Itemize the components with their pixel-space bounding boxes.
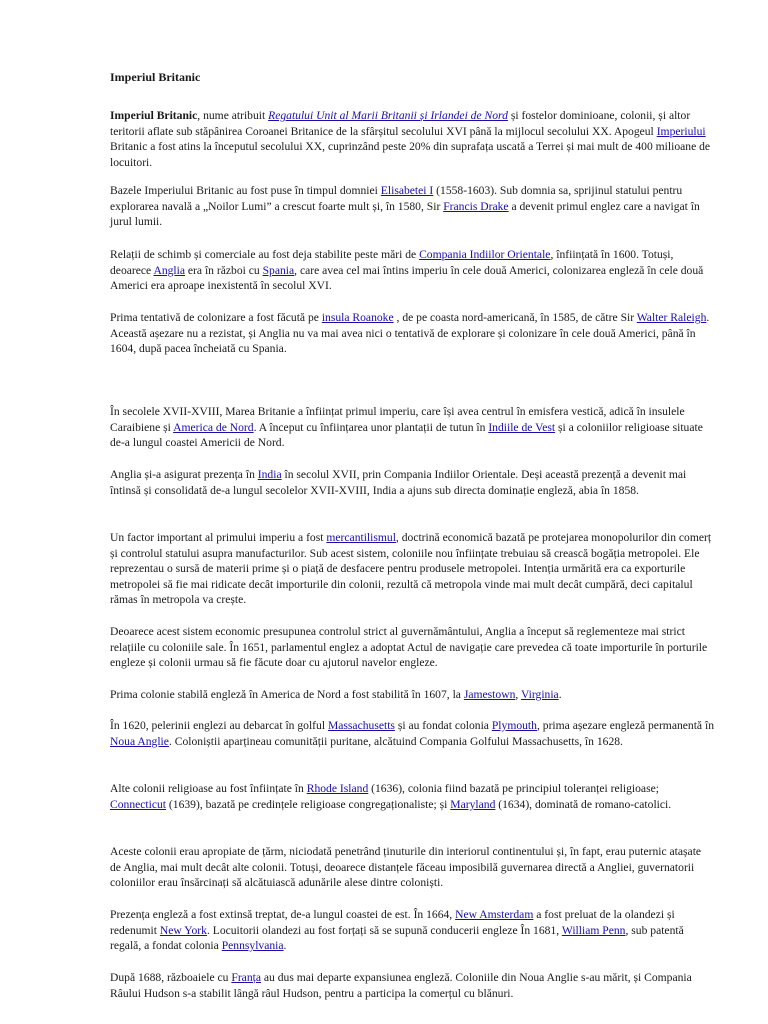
text-run: ,	[515, 688, 521, 701]
text-run: (1639), bazată pe credințele religioase congregaționaliste; și	[166, 797, 451, 811]
paragraph	[110, 970, 714, 1001]
text-run: . Locuitorii olandezi au fost forțați să se supună conducerii engleze În 1681,	[206, 923, 562, 937]
wiki-link[interactable]: Connecticut	[110, 797, 167, 811]
wiki-link[interactable]: Massachusetts	[327, 719, 395, 732]
paragraph	[110, 907, 714, 954]
text-run: (1634), dominată de romano-catolici.	[495, 797, 672, 811]
text-run: au dus mai departe expansiunea engleză. Coloniile din Noua Anglie s-au mărit, și Compania Râului Hudson s-a stabilit lângă râul Hudson, pentru a participa la comerțul cu blănuri.	[110, 971, 692, 1000]
wiki-link[interactable]: Indiile de Vest	[488, 420, 556, 434]
text-run: În 1620, pelerinii englezi au debarcat în golful	[110, 719, 328, 732]
text-run: .	[283, 939, 287, 953]
wiki-link[interactable]: Franța	[231, 971, 261, 984]
wiki-link[interactable]: India	[257, 468, 282, 481]
text-run: Prima tentativă de colonizare a fost făcută pe	[110, 311, 322, 324]
text-run: Bazele Imperiului Britanic au fost puse în timpul domniei	[110, 184, 381, 197]
text-run: . Coloniștii aparțineau comunității puritane, alcătuind Compania Golfului Massachusetts, în 1628.	[168, 734, 623, 748]
text-run: Relații de schimb și comerciale au fost deja stabilite peste mări de	[110, 248, 420, 261]
wiki-link[interactable]: Elisabetei I	[380, 184, 434, 197]
text-run: a devenit primul englez care a navigat în jurul lumii.	[110, 199, 700, 229]
text-run: (1558-1603). Sub domnia sa, sprijinul statului pentru explorarea navală a „Noilor Lumi” a crescut foarte mult și, în 1580, Sir	[110, 184, 683, 213]
paragraph	[110, 624, 714, 671]
text-run: , doctrină economică bazată pe protejarea monopolurilor din comerț și controlul statului asupra manufacturilor. Sub acest sistem, coloniile nou înființate trebuiau să crească bogăția metropolei. Ele reprezentau o sursă de materii prime și o piață de desfacere pentru produsele metropolei. Intenția urmărită era ca exporturile metropolei să fie mai ridicate decât importurile din colonii, rezultă că metropola vinde mai mult decât cumpără, deci capitalul rămas în metropola va crește.	[110, 531, 712, 607]
text-run: , sub patentă regală, a fondat colonia	[110, 923, 684, 953]
paragraph	[110, 404, 714, 451]
text-run: în secolul XVII, prin Compania Indiilor Orientale. Deși această prezență a devenit mai întinsă și consolidată de-a lungul secolelor XVII-XVIII, India a ajuns sub directa dominație engleză, abia în 1858.	[110, 468, 687, 497]
paragraph	[110, 530, 714, 608]
text-run: , înființată în 1600. Totuși, deoarece	[110, 248, 674, 277]
text-run: .	[558, 688, 562, 701]
document-title: Imperiul Britanic	[110, 70, 201, 84]
text-run: Anglia și-a asigurat prezența în	[110, 468, 258, 481]
wiki-link[interactable]: Francis Drake	[443, 199, 509, 213]
paragraph	[110, 718, 714, 749]
wiki-link[interactable]: Plymouth	[491, 719, 537, 732]
text-run: era în război cu	[185, 263, 263, 277]
wiki-link[interactable]: Rhode Island	[306, 782, 369, 795]
wiki-link[interactable]: Compania Indiilor Orientale	[419, 248, 551, 261]
text-run: Britanic a fost atins la începutul secolului XX, cuprinzând peste 20% din suprafața uscată a Terrei și mai mult de 400 milioane de locuitori.	[110, 140, 711, 169]
paragraph	[110, 781, 714, 812]
paragraph	[110, 108, 714, 170]
wiki-link[interactable]: Walter Raleigh	[636, 311, 707, 324]
text-run: Un factor important al primului imperiu a fost	[110, 531, 327, 544]
wiki-link[interactable]: mercantilismul	[326, 531, 396, 544]
paragraph	[110, 183, 714, 230]
wiki-link[interactable]: Virginia	[520, 688, 559, 701]
bold-term: Imperiul Britanic	[110, 109, 198, 122]
text-run: , de pe coasta nord-americană, în 1585, de către Sir	[393, 311, 637, 324]
text-run: Alte colonii religioase au fost înființate în	[110, 782, 307, 795]
wiki-link[interactable]: Imperiului	[656, 124, 706, 138]
wiki-link[interactable]: New York	[159, 923, 207, 937]
wiki-link[interactable]: Spania	[262, 263, 295, 277]
text-run: și au fondat colonia	[394, 719, 492, 732]
wiki-link[interactable]: insula Roanoke	[321, 311, 394, 324]
text-run: și fostelor dominioane, colonii, și altor teritorii aflate sub stăpânirea Coroanei Britanice de la sfârșitul secolului XVI până la mijlocul secolului XX. Apogeul	[110, 109, 691, 138]
wiki-link[interactable]: Anglia	[153, 263, 186, 277]
wiki-link[interactable]: Regatului Unit al Marii Britanii și Irlandei de Nord	[268, 109, 508, 122]
text-run: Deoarece acest sistem economic presupunea controlul strict al guvernământului, Anglia a început să reglementeze mai strict relațiile cu coloniile sale. În 1651, parlamentul englez a adoptat Actul de navigație care prevedea că toate importurile în porturile engleze și colonii urmau să fie făcute doar cu ajutorul navelor engleze.	[110, 625, 708, 670]
text-run: Prezența engleză a fost extinsă treptat, de-a lungul coastei de est. În 1664,	[110, 908, 456, 921]
text-run: Aceste colonii erau apropiate de țărm, niciodată penetrând ținuturile din interiorul continentului și, în fapt, erau puternic atașate de Anglia, mai mult decât alte colonii. Totuși, deoarece distanțele făceau imposibilă guvernarea directă a Angliei, guvernatorii coloniilor erau însărcinați să alcătuiască adunările alese dintre coloniști.	[110, 845, 702, 890]
wiki-link[interactable]: Jamestown	[463, 688, 516, 701]
text-run: , prima așezare engleză permanentă în	[536, 719, 714, 732]
wiki-link[interactable]: New Amsterdam	[455, 908, 534, 921]
text-run: și a coloniilor religioase situate de-a lungul coastei Americii de Nord.	[110, 420, 703, 450]
text-run: Prima colonie stabilă engleză în America de Nord a fost stabilită în 1607, la	[110, 688, 464, 701]
paragraph	[110, 844, 714, 891]
wiki-link[interactable]: Pennsylvania	[221, 939, 284, 953]
text-run: . A început cu înființarea unor plantații de tutun în	[253, 420, 489, 434]
text-run: . Această așezare nu a rezistat, și Anglia nu va mai avea nici o tentativă de explorare și colonizare în cele două Americi, până în 1604, după pacea încheiată cu Spania.	[110, 311, 710, 356]
wiki-link[interactable]: America de Nord	[173, 420, 254, 434]
text-run: În secolele XVII-XVIII, Marea Britanie a înființat primul imperiu, care își avea centrul în emisfera vestică, adică în insulele Caraibiene și	[110, 405, 685, 434]
paragraph	[110, 247, 714, 294]
text-run: După 1688, războaiele cu	[110, 971, 232, 984]
text-run: (1636), colonia fiind bazată pe principiul toleranței religioase;	[368, 782, 659, 795]
text-run: , nume atribuit	[197, 109, 269, 122]
text-run: , care avea cel mai întins imperiu în cele două Americi, colonizarea engleză în cele două Americi era aproape inexistentă în secolul XVI.	[110, 263, 704, 293]
paragraph	[110, 467, 714, 498]
wiki-link[interactable]: Noua Anglie	[110, 734, 169, 748]
wiki-link[interactable]: Maryland	[450, 797, 496, 811]
wiki-link[interactable]: William Penn	[561, 923, 626, 937]
text-run: a fost preluat de la olandezi și redenumit	[110, 908, 675, 937]
paragraph	[110, 687, 714, 703]
paragraph	[110, 310, 714, 357]
